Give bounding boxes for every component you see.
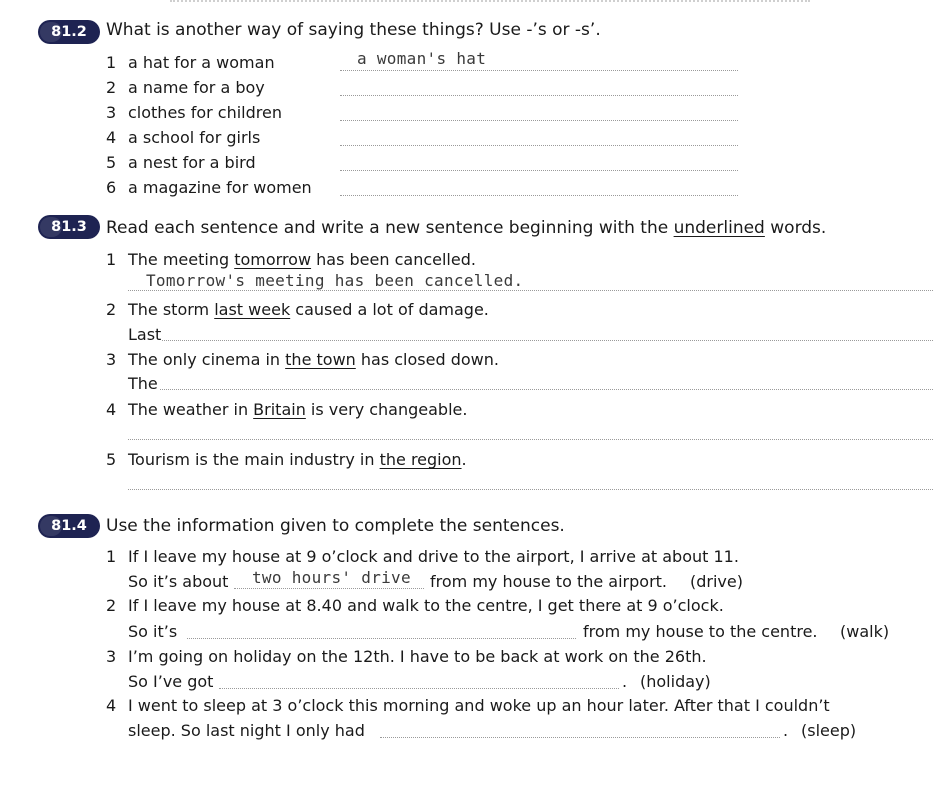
underlined-words: last week <box>214 300 291 319</box>
item-number: 3 <box>106 103 117 122</box>
item-stem-end: from my house to the centre. <box>583 622 818 641</box>
item-number: 4 <box>106 400 117 419</box>
item-sentence: The storm last week caused a lot of damage. <box>128 300 489 319</box>
answer-line[interactable] <box>340 170 738 171</box>
item-number: 3 <box>106 647 117 666</box>
item-sentence: The weather in Britain is very changeable. <box>128 400 468 419</box>
item-cue: (drive) <box>690 572 743 591</box>
item-prompt: a name for a boy <box>128 78 265 97</box>
exercise-badge-81-3 <box>38 215 100 239</box>
answer-line[interactable] <box>234 588 424 589</box>
answer-line[interactable] <box>162 340 933 341</box>
answer-line[interactable] <box>187 638 576 639</box>
top-border <box>170 0 810 4</box>
answer-line[interactable] <box>128 489 933 490</box>
item-number: 5 <box>106 153 117 172</box>
badge-label: 81.2 <box>51 24 87 40</box>
item-stem-end: . <box>783 721 789 740</box>
underlined-words: Britain <box>253 400 306 419</box>
item-cue: (sleep) <box>801 721 857 740</box>
item-number: 6 <box>106 178 117 197</box>
item-stem: So it’s <box>128 622 178 641</box>
item-prompt: a school for girls <box>128 128 261 147</box>
handwritten-answer: a woman's hat <box>357 49 487 68</box>
item-number: 1 <box>106 250 117 269</box>
exercise-badge-81-4 <box>38 514 100 538</box>
answer-line[interactable] <box>340 195 738 196</box>
instruction-text: words. <box>764 218 827 238</box>
item-number: 4 <box>106 128 117 147</box>
instruction-text: Read each sentence and write a new sentence beginning with the <box>106 218 674 238</box>
exercise-badge-81-2 <box>38 20 100 44</box>
item-situation: I went to sleep at 3 o’clock this morning and woke up an hour later. After that I couldn’t <box>128 696 830 715</box>
item-situation: If I leave my house at 8.40 and walk to the centre, I get there at 9 o’clock. <box>128 596 724 615</box>
item-situation: If I leave my house at 9 o’clock and drive to the airport, I arrive at about 11. <box>128 547 739 566</box>
answer-line[interactable] <box>340 120 738 121</box>
item-situation: I’m going on holiday on the 12th. I have to be back at work on the 26th. <box>128 647 707 666</box>
instruction-underlined: underlined <box>673 218 765 238</box>
item-number: 1 <box>106 53 117 72</box>
instruction-81-4: Use the information given to complete the sentences. <box>106 516 565 536</box>
item-number: 1 <box>106 547 117 566</box>
badge-label: 81.4 <box>51 518 87 534</box>
item-stem-end: from my house to the airport. <box>430 572 667 591</box>
badge-label: 81.3 <box>51 219 87 235</box>
instruction-81-2: What is another way of saying these things? Use -’s or -s’. <box>106 20 601 40</box>
item-stem: sleep. So last night I only had <box>128 721 365 740</box>
item-prompt: a hat for a woman <box>128 53 275 72</box>
item-number: 5 <box>106 450 117 469</box>
item-cue: (holiday) <box>640 672 711 691</box>
underlined-words: the region <box>379 450 462 469</box>
item-sentence: The only cinema in the town has closed down. <box>128 350 499 369</box>
handwritten-answer: two hours' drive <box>252 568 411 587</box>
answer-line[interactable] <box>340 145 738 146</box>
sentence-start: The <box>128 374 158 393</box>
sentence-start: Last <box>128 325 162 344</box>
answer-line[interactable] <box>128 290 933 291</box>
item-number: 2 <box>106 300 117 319</box>
item-sentence: The meeting tomorrow has been cancelled. <box>128 250 476 269</box>
answer-line[interactable] <box>160 389 933 390</box>
answer-line[interactable] <box>128 439 933 440</box>
answer-line[interactable] <box>340 95 738 96</box>
item-number: 4 <box>106 696 117 715</box>
item-stem: So I’ve got <box>128 672 214 691</box>
item-prompt: a nest for a bird <box>128 153 256 172</box>
item-stem: So it’s about <box>128 572 229 591</box>
item-prompt: clothes for children <box>128 103 282 122</box>
item-stem-end: . <box>622 672 628 691</box>
answer-line[interactable] <box>219 688 619 689</box>
item-number: 2 <box>106 78 117 97</box>
item-cue: (walk) <box>840 622 890 641</box>
item-prompt: a magazine for women <box>128 178 312 197</box>
item-number: 2 <box>106 596 117 615</box>
item-number: 3 <box>106 350 117 369</box>
item-sentence: Tourism is the main industry in the region. <box>128 450 467 469</box>
answer-line[interactable] <box>340 70 738 71</box>
instruction-81-3 <box>106 218 826 238</box>
handwritten-answer: Tomorrow's meeting has been cancelled. <box>146 271 524 290</box>
underlined-words: tomorrow <box>234 250 312 269</box>
underlined-words: the town <box>285 350 356 369</box>
answer-line[interactable] <box>380 737 780 738</box>
